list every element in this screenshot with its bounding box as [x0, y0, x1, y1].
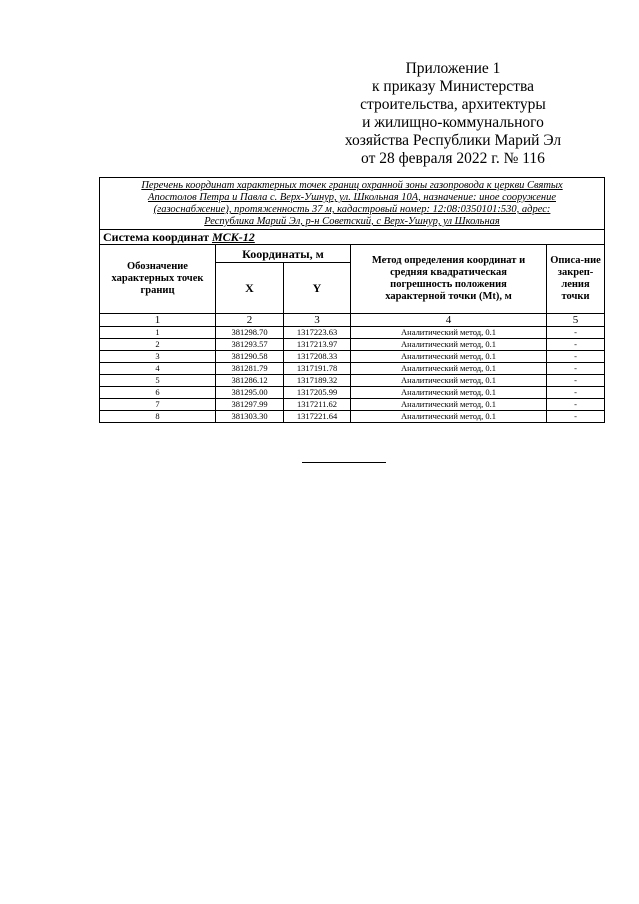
header-x: X	[216, 263, 284, 314]
cell-y: 1317221.64	[284, 411, 351, 423]
header-y: Y	[284, 263, 351, 314]
cell-point: 6	[100, 387, 216, 399]
cell-x: 381303.30	[216, 411, 284, 423]
cell-x: 381295.00	[216, 387, 284, 399]
cell-description: -	[547, 363, 605, 375]
coordinate-system-label: Система координат	[103, 230, 209, 244]
cell-x: 381297.99	[216, 399, 284, 411]
cell-x: 381293.57	[216, 339, 284, 351]
cell-method: Аналитический метод, 0.1	[351, 387, 547, 399]
table-row	[100, 411, 605, 423]
cell-point: 8	[100, 411, 216, 423]
cell-point: 1	[100, 327, 216, 339]
title-line: Перечень координат характерных точек границ охранной зоны газопровода к церкви Святых	[141, 180, 563, 191]
cell-y: 1317213.97	[284, 339, 351, 351]
cell-x: 381290.58	[216, 351, 284, 363]
table-row	[100, 375, 605, 387]
cell-method: Аналитический метод, 0.1	[351, 411, 547, 423]
cell-y: 1317191.78	[284, 363, 351, 375]
cell-description: -	[547, 387, 605, 399]
cell-method: Аналитический метод, 0.1	[351, 363, 547, 375]
appendix-header	[323, 60, 583, 168]
cell-method: Аналитический метод, 0.1	[351, 339, 547, 351]
cell-method: Аналитический метод, 0.1	[351, 327, 547, 339]
cell-description: -	[547, 411, 605, 423]
appendix-line: к приказу Министерства	[372, 78, 534, 95]
header-coordinates: Координаты, м	[216, 245, 351, 263]
cell-x: 381281.79	[216, 363, 284, 375]
cell-method: Аналитический метод, 0.1	[351, 375, 547, 387]
table-title	[100, 178, 605, 230]
cell-y: 1317211.62	[284, 399, 351, 411]
cell-point: 4	[100, 363, 216, 375]
column-numbers-row	[100, 314, 605, 327]
cell-method: Аналитический метод, 0.1	[351, 351, 547, 363]
cell-y: 1317223.63	[284, 327, 351, 339]
header-description: Описа-ние закреп-ления точки	[547, 245, 605, 314]
table-row	[100, 363, 605, 375]
cell-y: 1317208.33	[284, 351, 351, 363]
coordinates-table	[99, 177, 605, 423]
title-line: Республика Марий Эл, р-н Советский, с Верх-Ушнур, ул Школьная	[204, 216, 500, 227]
cell-point: 2	[100, 339, 216, 351]
cell-x: 381298.70	[216, 327, 284, 339]
cell-point: 5	[100, 375, 216, 387]
table-row	[100, 327, 605, 339]
column-number: 2	[216, 314, 284, 327]
cell-x: 381286.12	[216, 375, 284, 387]
header-method: Метод определения координат и средняя квадратическая погрешность положения характерной точки (Mt), м	[351, 245, 547, 314]
table-row	[100, 351, 605, 363]
appendix-line: строительства, архитектуры	[360, 96, 546, 113]
title-line: Апостолов Петра и Павла с. Верх-Ушнур, ул. Школьная 10А, назначение: иное сооружение	[148, 192, 556, 203]
cell-y: 1317205.99	[284, 387, 351, 399]
cell-method: Аналитический метод, 0.1	[351, 399, 547, 411]
cell-description: -	[547, 375, 605, 387]
cell-description: -	[547, 327, 605, 339]
appendix-line: и жилищно-коммунального	[362, 114, 544, 131]
table-row	[100, 399, 605, 411]
column-number: 5	[547, 314, 605, 327]
closing-separator-line	[302, 462, 386, 463]
cell-point: 3	[100, 351, 216, 363]
column-number: 4	[351, 314, 547, 327]
coordinate-system-value: МСК-12	[211, 230, 255, 244]
coordinates-table-wrapper	[99, 177, 604, 423]
cell-point: 7	[100, 399, 216, 411]
header-point: Обозначение характерных точек границ	[100, 245, 216, 314]
appendix-title: Приложение 1	[405, 60, 501, 77]
title-line: (газоснабжение), протяженность 37 м, кадастровый номер: 12:08:0350101:530, адрес:	[153, 204, 551, 215]
table-row	[100, 387, 605, 399]
appendix-date: от 28 февраля 2022 г. № 116	[361, 150, 545, 167]
cell-description: -	[547, 351, 605, 363]
cell-description: -	[547, 339, 605, 351]
column-number: 3	[284, 314, 351, 327]
column-number: 1	[100, 314, 216, 327]
coordinate-system-row	[100, 230, 605, 245]
table-row	[100, 339, 605, 351]
appendix-line: хозяйства Республики Марий Эл	[344, 132, 562, 149]
cell-y: 1317189.32	[284, 375, 351, 387]
cell-description: -	[547, 399, 605, 411]
